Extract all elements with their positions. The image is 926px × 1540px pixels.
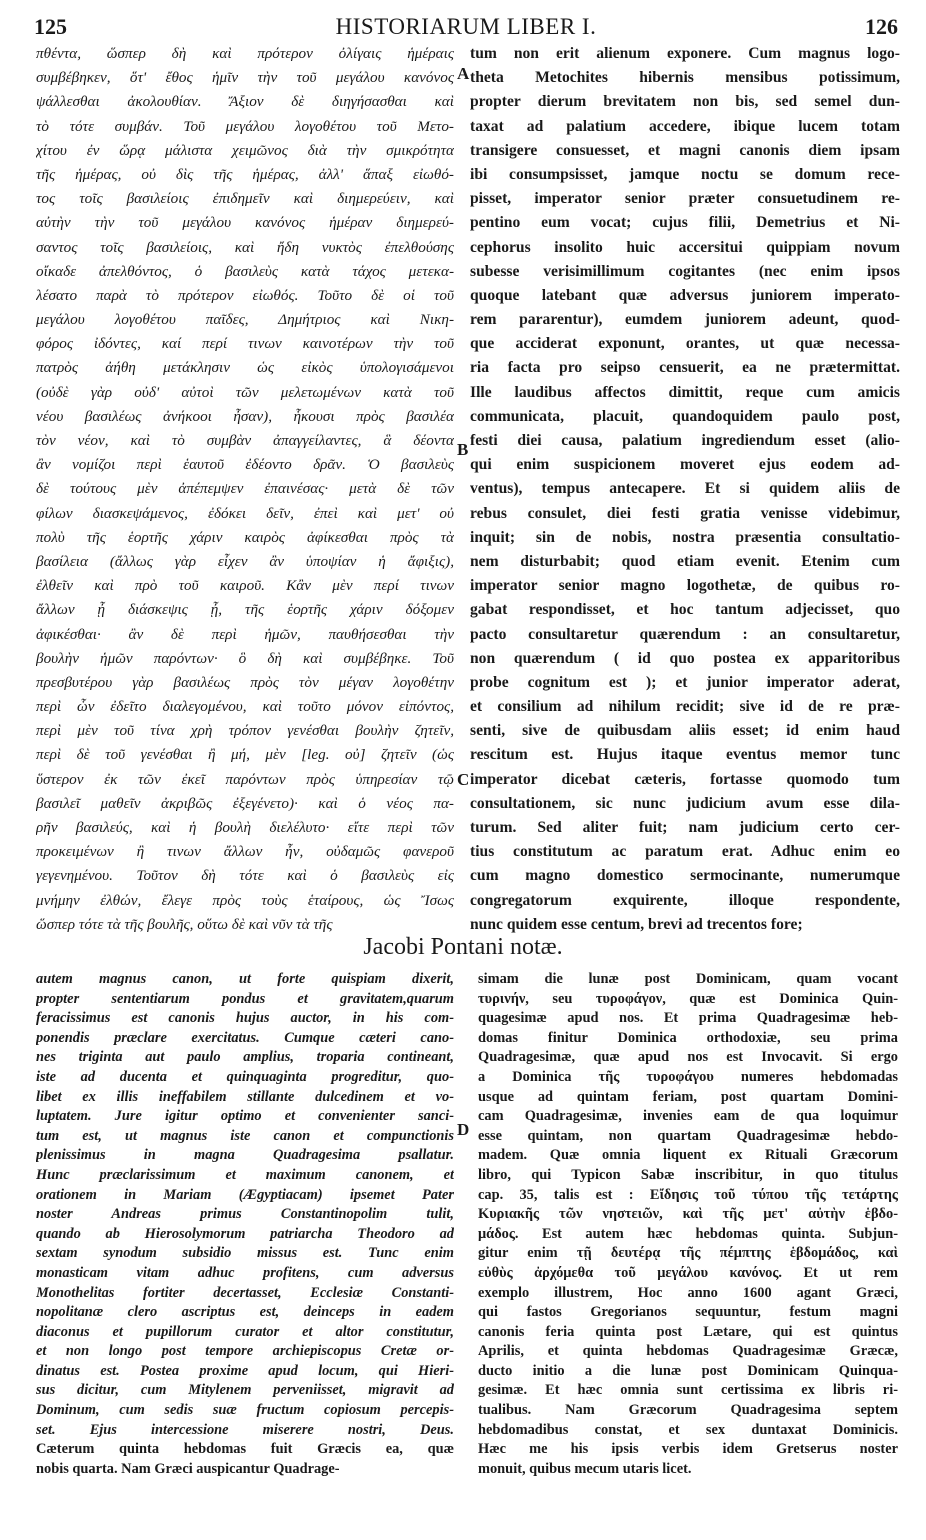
- note-line: madem. Quæ omnia liquent ex Rituali Græcorum: [478, 1147, 898, 1164]
- latin-text-line: rebus consulet, diei festi gratia venisse videbimur,: [470, 504, 900, 522]
- latin-text-line: festi diei causa, palatium ingrediendum esset (alio-: [470, 432, 900, 449]
- greek-text-line: ἄλλων ᾖ διάσκεψις ᾖ, τῆς ἑορτῆς χάριν δόξομεν: [36, 601, 454, 619]
- greek-text-line: σαντος τοῖς βασιλείοις, καὶ ἤδη νυκτὸς ἐπελθούσης: [36, 238, 454, 256]
- margin-marker-a: A: [457, 64, 470, 83]
- note-line: nobis quarta. Nam Græci auspicantur Quadrage-: [36, 1460, 340, 1477]
- latin-text-line: et consilium ad nihilum recidit; sive id de re præ-: [470, 698, 900, 716]
- greek-text-line: περὶ μὲν τοῦ τίνα χρὴ τρόπον γενέσθαι βουλὴν ζητεῖν,: [36, 722, 454, 740]
- latin-text-line: pisset, imperator senior præter consuetudinem re-: [470, 190, 900, 208]
- latin-text-line: propter dierum brevitatem non bis, sed semel dun-: [470, 93, 900, 111]
- margin-marker-d: D: [457, 1120, 470, 1139]
- note-line: simam die lunæ post Dominicam, quam vocant: [478, 971, 898, 987]
- note-line: cap. 35, talis est : Εἴδησις τοῦ τύπου τῆς τετάρτης: [478, 1186, 898, 1203]
- greek-text-line: βουλὴν ἡμῶν παρόντων· ὃ δὴ καὶ συμβέβηκε. Τοῦ: [36, 649, 454, 667]
- latin-text-line: ria facta pro seipso censuerit, ea ne prætermittat.: [470, 359, 900, 377]
- greek-text-line: περὶ ὧν ἐδεῖτο διαλεγομένου, καὶ τοῦτο μόνον εἰπόντος,: [36, 698, 454, 716]
- latin-text-line: imperator dicebat cæteris, fortasse quomodo tum: [470, 770, 900, 788]
- note-line: monuit, quibus mecum utaris licet.: [478, 1460, 692, 1477]
- greek-text-line: πθέντα, ὥσπερ δὴ καὶ πρότερον ὀλίγαις ἡμέραις: [36, 45, 454, 62]
- note-line: Hæc me his ipsis verbis idem Gretserus noster: [478, 1441, 898, 1458]
- note-line: Aprilis, et quinta hebdomas Quadragesimæ Græcæ,: [478, 1343, 898, 1360]
- note-line: feracissimus est canonis hujus auctor, in his com-: [36, 1010, 454, 1027]
- latin-text-line: taxat ad palatium accedere, ibique lucem totam: [470, 117, 900, 135]
- greek-text-line: φίλων διασκεψάμενος, ἐδόκει δεῖν, ἐπεὶ καὶ μετ' οὐ: [36, 504, 454, 522]
- note-line: Dominum, cum sedis suæ fructum copiosum percepis-: [36, 1402, 454, 1419]
- latin-text-line: ibi consumpsisset, jamque noctu se domum rece-: [470, 165, 900, 183]
- note-line: libro, qui Typicon Sabæ inscribitur, in quo titulus: [478, 1166, 898, 1183]
- note-line: et non longo post tempore archiepiscopus Cretæ or-: [36, 1343, 454, 1360]
- latin-translation-column: [470, 42, 900, 937]
- note-line: diaconus et pupillorum curator et altor constitutur,: [36, 1323, 454, 1340]
- note-line: gitur enim τῇ δευτέρᾳ τῆς πέμπτης ἑβδομάδος, καὶ: [478, 1245, 898, 1262]
- page-number-left: 125: [34, 14, 67, 39]
- latin-text-line: tum non erit alienum exponere. Cum magnus logo-: [470, 45, 900, 62]
- latin-text-line: transigere consuesset, et magni canonis diem ipsam: [470, 141, 900, 159]
- running-head: [28, 12, 904, 42]
- greek-text-line: ρῆν βασιλεύς, καὶ ἡ βουλὴ διελέλυτο· εἴτε περὶ τῶν: [36, 819, 454, 836]
- notes-heading: Jacobi Pontani notæ.: [363, 934, 563, 960]
- latin-text-line: nunc quidem esse centum, brevi ad trecentos fore;: [470, 915, 803, 933]
- latin-text-line: pentino eum vocat; cujus filii, Demetrius et Ni-: [470, 214, 900, 232]
- latin-text-line: inquit; sin de nobis, nostra præsentia consultatio-: [470, 528, 900, 546]
- note-line: dinatus est. Postea proxime apud locum, qui Hieri-: [36, 1362, 454, 1379]
- latin-text-line: ventus), tempus antecapere. Et si quidem aliis de: [470, 480, 900, 498]
- latin-text-line: cum magno domestico sermocinante, numerumque: [470, 867, 900, 885]
- greek-text-line: ὕστερον ἐκ τῶν ἐκεῖ παρόντων πρὸς ὑπηρεσίαν τῷ: [36, 770, 454, 788]
- note-line: quando ab Hierosolymorum patriarcha Theodoro ad: [36, 1225, 454, 1242]
- greek-text-line: μνήμην ἐλθών, ἔλεγε πρὸς τοὺς ἑταίρους, ὡς Ἴσως: [36, 891, 454, 909]
- note-line: Cæterum quinta hebdomas fuit Græcis ea, quæ: [36, 1441, 454, 1458]
- running-title: HISTORIARUM LIBER I.: [335, 14, 597, 39]
- greek-text-line: γεγενημένου. Τοῦτον δὴ τότε καὶ ὁ βασιλεὺς εἰς: [36, 867, 454, 885]
- note-line: autem magnus canon, ut forte quispiam dixerit,: [36, 971, 454, 987]
- note-line: Quadragesimæ, quæ apud nos est Invocavit. Si ergo: [478, 1049, 898, 1066]
- greek-text-line: πατρὸς ἀήθη μετάκλησιν ὡς εἰκὸς ὑπολογισάμενοι: [36, 359, 454, 377]
- latin-text-line: gabat respondisset, et hoc tantum adjecisset, quo: [470, 601, 900, 619]
- latin-text-line: rem pararentur), eumdem juniorem adeunt, quod-: [470, 311, 900, 329]
- page-number-right: 126: [865, 14, 898, 39]
- greek-text-line: ἂν νομίζοι περὶ ἑαυτοῦ ἐδέοντο δρᾶν. Ὁ βασιλεὺς: [36, 456, 454, 474]
- latin-text-line: subesse verisimillimum cogitantes (nec enim ipsos: [470, 262, 900, 280]
- latin-text-line: qui enim suspicionem moveret ejus eodem ad-: [470, 456, 900, 474]
- note-line: ducto initio a die lunæ post Dominicam Quinqua-: [478, 1362, 898, 1379]
- latin-text-line: pacto consultaretur quærendum : an consultaretur,: [470, 625, 900, 643]
- greek-text-line: πολὺ τῆς ἑορτῆς χάριν καιρὸς ἀφίκεσθαι πρὸς τὰ: [36, 528, 454, 546]
- greek-text-line: πρεσβυτέρου γὰρ βασιλέως πρὸς τὸν μέγαν λογοθέτην: [36, 673, 454, 691]
- latin-text-line: rescitum est. Hujus itaque eventus memor tunc: [470, 746, 900, 764]
- note-line: τυρινήν, seu τυροφάγον, quæ est Dominica Quin-: [478, 990, 898, 1007]
- note-line: orationem in Mariam (Ægyptiacam) ipsemet Pater: [36, 1186, 454, 1203]
- latin-text-line: non quærendum ( id quo postea ex apparitoribus: [470, 649, 900, 667]
- greek-text-line: ψάλλεσθαι ἀκολουθίαν. Ἄξιον δὲ διηγήσασθαι καὶ: [36, 93, 454, 111]
- greek-text-line: μεγάλου λογοθέτου παῖδες, Δημήτριος καὶ Νικη-: [36, 311, 454, 329]
- greek-text-line: τος τοῖς βασιλείοις ἐπιδημεῖν καὶ διημερεύειν, καὶ: [36, 190, 454, 208]
- greek-text-line: ἀφικέσθαι· ἂν δὲ περὶ ἡμῶν, παυθήσεσθαι τὴν: [36, 625, 454, 643]
- greek-text-line: τῆς ἡμέρας, οὐ δὶς τῆς ἡμέρας, ἀλλ' ἅπαξ εἰωθό-: [36, 165, 454, 183]
- note-line: Monothelitas fortiter decertasset, Ecclesiæ Constanti-: [36, 1284, 454, 1301]
- greek-text-line: (οὐδὲ γὰρ οὐδ' αὐτοὶ τῶν μελετωμένων κατὰ τοῦ: [36, 383, 454, 401]
- note-line: canonis feria quinta post Lætare, qui est quintus: [478, 1323, 898, 1340]
- note-line: quagesimæ apud nos. Et prima Quadragesimæ heb-: [478, 1010, 898, 1027]
- greek-text-line: ἐλθεῖν καὶ πρὸ τοῦ καιροῦ. Κἂν μὲν περί τινων: [36, 577, 454, 595]
- greek-text-line: τὸν νέον, καὶ τὸ συμβὰν ἀπαγγείλαντες, ἃ δέοντα: [36, 432, 454, 449]
- note-line: qui fastos Gregorianos sequuntur, festum magni: [478, 1304, 898, 1321]
- latin-text-line: quoque latebant quæ adversus juniorem imperato-: [470, 286, 900, 304]
- note-line: tum est, ut magnus iste canon et compunctionis: [36, 1127, 454, 1144]
- margin-marker-c: C: [457, 770, 470, 789]
- note-line: monasticam vitam adhuc profitens, cum adversus: [36, 1264, 454, 1281]
- note-line: noster Andreas primus Constantinopolim tulit,: [36, 1206, 454, 1223]
- latin-text-line: nem disturbabit; quod etiam evenit. Etenim cum: [470, 552, 900, 570]
- note-line: gesimæ. Et hæc omnia sunt certissima ex libris ri-: [478, 1382, 898, 1399]
- notes-right-column: [478, 970, 898, 1479]
- notes-left-column: [36, 970, 454, 1479]
- latin-text-line: turum. Sed aliter fuit; nam judicium certo cer-: [470, 819, 900, 836]
- greek-text-line: βασιλεῖ μαθεῖν ἀκριβῶς ἐξεγένετο)· καὶ ὁ νέος πα-: [36, 794, 454, 812]
- note-line: libet ex illis ineffabilem stillante dulcedinem et vo-: [36, 1088, 454, 1105]
- note-line: luptatem. Jure igitur optimo et convenienter sanci-: [36, 1108, 454, 1125]
- note-line: tualibus. Nam Græcorum Quadragesima septem: [478, 1402, 898, 1419]
- note-line: exemplo illustrem, Hoc anno 1600 agant Græci,: [478, 1284, 898, 1301]
- note-line: Hunc præclarissimum et maximum canonem, et: [36, 1166, 454, 1183]
- note-line: a Dominica τῆς τυροφάγου numeres hebdomadas: [478, 1068, 898, 1085]
- greek-text-line: νέου βασιλέως ἀνήκοοι ἦσαν), ἧκουσι πρὸς βασιλέα: [36, 407, 454, 425]
- note-line: propter sententiarum pondus et gravitatem,quarum: [36, 990, 454, 1007]
- note-line: iste ad ducenta et quinquaginta progreditur, quo-: [36, 1068, 454, 1085]
- note-line: usque ad quintam feriam, post quartam Domini-: [478, 1088, 898, 1105]
- note-line: Κυριακῆς τῶν νηστειῶν, καὶ τῆς μετ' αὐτὴν ἑβδο-: [478, 1206, 898, 1223]
- latin-text-line: communicata, placuit, quandoquidem paulo post,: [470, 407, 900, 425]
- greek-text-line: προκειμένων ἢ τινων ἄλλων ἦν, οὐδαμῶς φανεροῦ: [36, 843, 454, 861]
- latin-text-line: probe cognitum est ); et junior imperator aderat,: [470, 673, 900, 691]
- note-line: sextam synodum subsidio missus est. Tunc enim: [36, 1245, 454, 1262]
- greek-text-line: τὸ τότε συμβάν. Τοῦ μεγάλου λογοθέτου τοῦ Μετο-: [36, 117, 454, 135]
- note-line: hebdomadibus constat, et sex duntaxat Dominicis.: [478, 1421, 898, 1438]
- greek-text-line: περὶ δὲ τοῦ γενέσθαι ἢ μή, μὲν [leg. οὐ] ζητεῖν (ὡς: [36, 746, 454, 764]
- latin-text-line: cephorus insolito huic accersitui quippiam novum: [470, 238, 900, 256]
- latin-text-line: Ille laudibus affectos dimittit, reque cum amicis: [470, 383, 900, 401]
- note-line: plenissimus in magna Quadragesima psallatur.: [36, 1147, 454, 1164]
- latin-text-line: consultationem, sic nunc judicium avum esse dila-: [470, 794, 900, 812]
- greek-text-line: χίτου ἐν ὥρᾳ μάλιστα χειμῶνος διὰ τὴν σμικρότητα: [36, 141, 454, 159]
- note-line: set. Ejus intercessione miserere nostri, Deus.: [36, 1421, 454, 1438]
- note-line: cam Quadragesimæ, invenies eam de qua loquimur: [478, 1108, 898, 1125]
- greek-text-line: λέσατο παρὰ τὸ πρότερον εἰωθός. Τοῦτο δὲ οἱ τοῦ: [36, 286, 454, 304]
- margin-marker-b: B: [457, 440, 469, 459]
- note-line: ponendis præclare exercitatus. Cumque cæteri cano-: [36, 1029, 454, 1046]
- greek-text-line: ὥσπερ τότε τὰ τῆς βουλῆς, οὕτω δὲ καὶ νῦν τὰ τῆς: [36, 915, 333, 933]
- greek-text-line: αὐτὴν τὴν τοῦ μεγάλου κανόνος ἡμέραν διημερεύ-: [36, 214, 454, 232]
- greek-text-line: οἴκαδε ἀπελθόντος, ὁ βασιλεὺς κατὰ τάχος μετεκα-: [36, 262, 454, 280]
- note-line: nes triginta aut paulo amplius, troparia contineant,: [36, 1049, 454, 1066]
- note-line: esse quintam, non quartam Quadragesimæ hebdo-: [478, 1127, 898, 1144]
- note-line: εὐθὺς ἀρχόμεθα τοῦ μεγάλου κανόνος. Et ut rem: [478, 1264, 898, 1281]
- greek-text-line: δὲ τούτους μὲν ἀπέπεμψεν ἐπαινέσας· μετὰ δὲ τῶν: [36, 480, 454, 498]
- greek-text-column: [36, 42, 454, 937]
- note-line: domas finitur Dominica orthodoxiæ, seu prima: [478, 1029, 898, 1046]
- note-line: nopolitanæ clero ascriptus est, deinceps in eadem: [36, 1304, 454, 1321]
- latin-text-line: congregatorum exquirente, illoque respondente,: [470, 891, 900, 909]
- greek-text-line: συμβέβηκεν, ὅτ' ἔθος ἡμῖν τὴν τοῦ μεγάλου κανόνος: [36, 69, 454, 87]
- latin-text-line: senti, sive de quibusdam aliis esset; id enim haud: [470, 722, 900, 740]
- note-line: μάδος. Est autem hæc hebdomas quinta. Subjun-: [478, 1225, 898, 1242]
- greek-text-line: φόρος ἰδόντες, καί περί τινων καινοτέρων τὴν τοῦ: [36, 335, 454, 353]
- latin-text-line: tius constitutum ac paratum erat. Adhuc enim eo: [470, 843, 900, 861]
- latin-text-line: theta Metochites hibernis mensibus potissimum,: [470, 69, 900, 87]
- latin-text-line: que acciderat exponunt, orantes, ut quæ necessa-: [470, 335, 900, 353]
- greek-text-line: βασίλεια (ἄλλως γὰρ εἶχεν ἂν ὑποψίαν ἡ ἄφιξις),: [36, 552, 454, 570]
- note-line: sus dicitur, cum Mitylenem perveniisset, migravit ad: [36, 1382, 454, 1399]
- latin-text-line: imperator senior magno logothetæ, de quibus ro-: [470, 577, 900, 595]
